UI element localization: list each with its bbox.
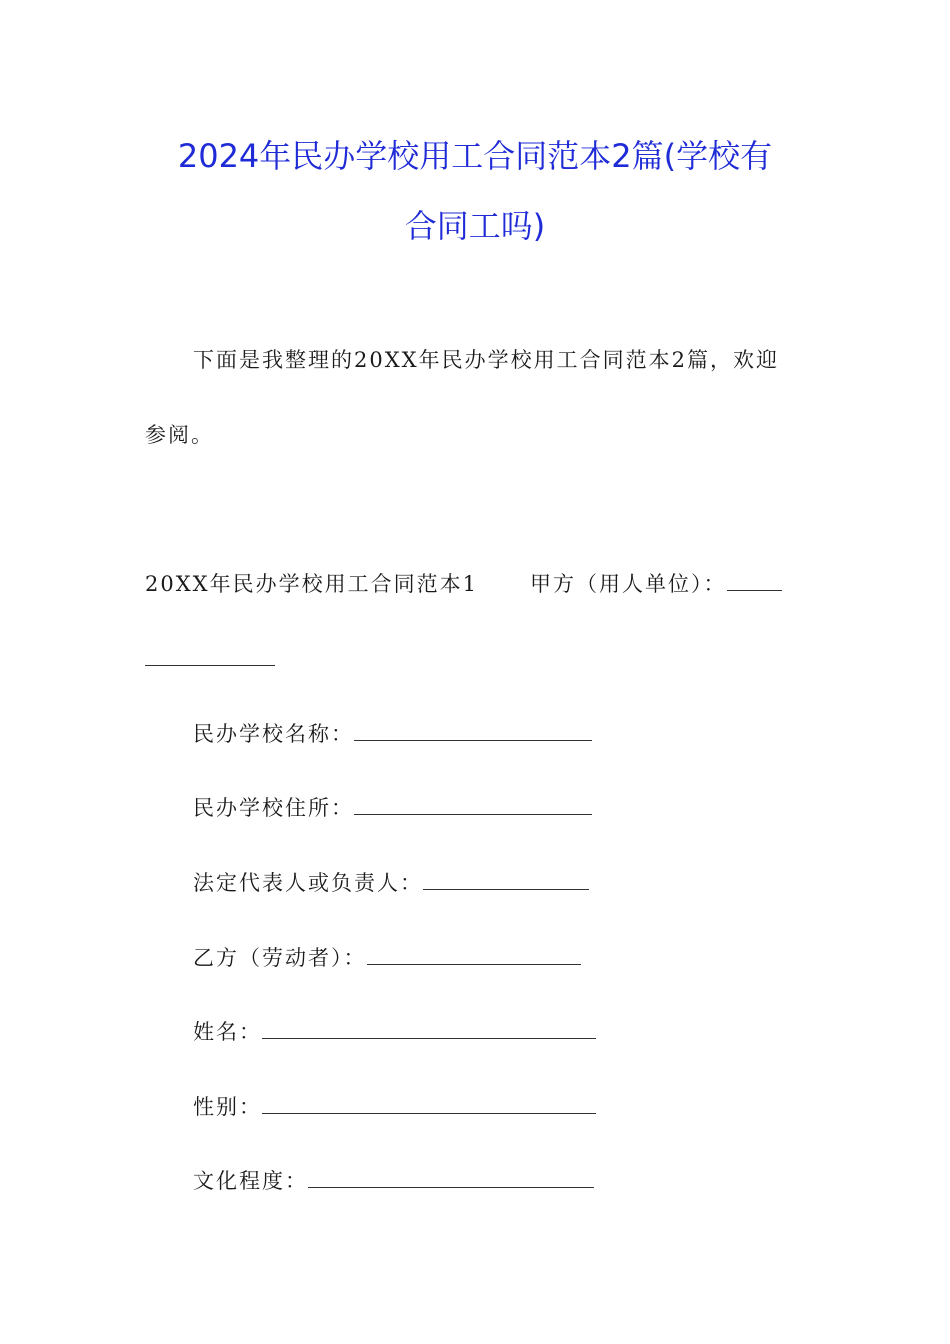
field-name xyxy=(193,1017,596,1047)
party-a-blank xyxy=(727,570,782,591)
field-label: 法定代表人或负责人： xyxy=(193,871,423,895)
field-party-b xyxy=(193,943,581,973)
intro-line-2: 参阅。 xyxy=(145,423,214,447)
field-label: 文化程度： xyxy=(193,1169,308,1193)
field-blank xyxy=(423,869,589,890)
party-a-field xyxy=(530,569,782,599)
party-a-blank-continued xyxy=(145,644,275,674)
field-education xyxy=(193,1166,594,1196)
field-label: 姓名： xyxy=(193,1020,262,1044)
contract-heading: 20XX年民办学校用工合同范本1 xyxy=(145,572,478,596)
party-a-label: 甲方（用人单位）： xyxy=(530,572,727,596)
field-school-name xyxy=(193,719,592,749)
field-label: 乙方（劳动者）： xyxy=(193,946,367,970)
intro-line-1: 下面是我整理的20XX年民办学校用工合同范本2篇，欢迎 xyxy=(193,348,779,372)
document-title-line-1: 2024年民办学校用工合同范本2篇(学校有 xyxy=(177,137,773,175)
party-a-blank-line-2 xyxy=(145,645,275,666)
field-school-address xyxy=(193,793,592,823)
field-label: 性别： xyxy=(193,1095,262,1119)
field-label: 民办学校名称： xyxy=(193,722,354,746)
field-blank xyxy=(354,720,592,741)
field-blank xyxy=(262,1093,596,1114)
field-gender xyxy=(193,1092,596,1122)
field-blank xyxy=(262,1018,596,1039)
field-legal-representative xyxy=(193,868,589,898)
document-title-line-2: 合同工吗) xyxy=(404,207,546,245)
field-blank xyxy=(308,1167,594,1188)
field-label: 民办学校住所： xyxy=(193,796,354,820)
field-blank xyxy=(367,944,581,965)
field-blank xyxy=(354,794,592,815)
